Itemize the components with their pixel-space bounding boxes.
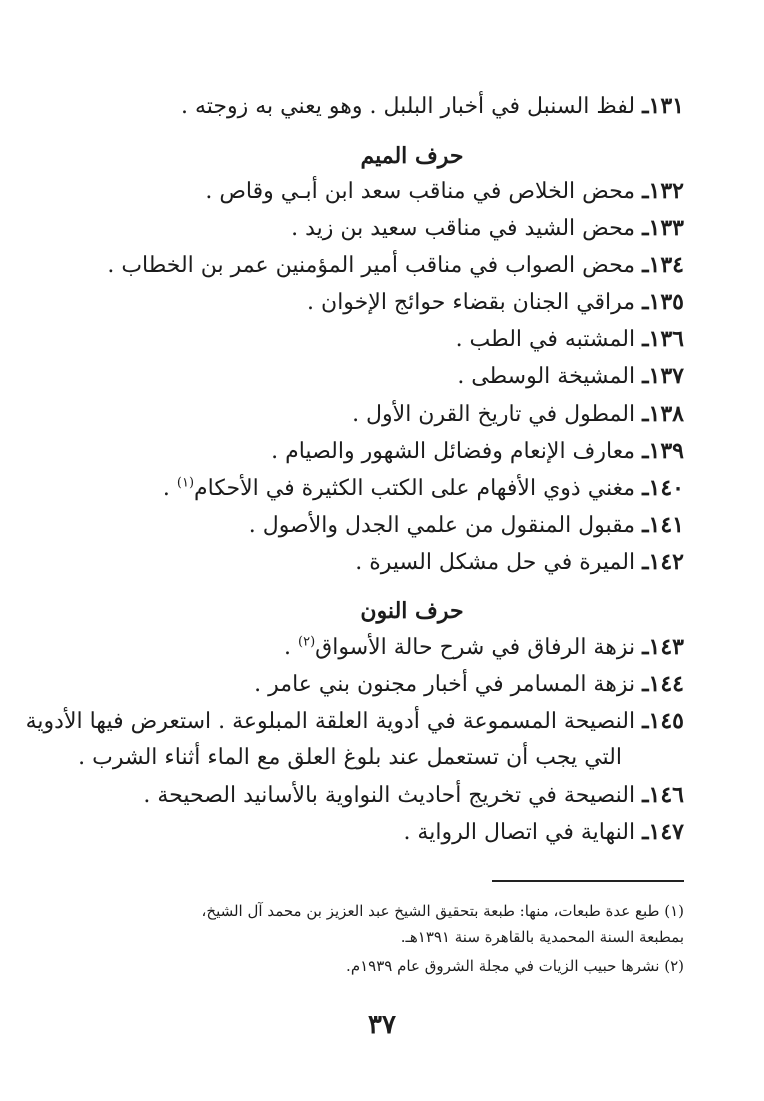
entry-number: ١٣٢ـ: [642, 178, 684, 204]
entry-number: ١٣٤ـ: [642, 252, 684, 278]
entry-144: [30, 670, 684, 699]
entry-145-continuation: التي يجب أن تستعمل عند بلوغ العلق مع الماء أثناء الشرب .: [78, 745, 622, 770]
entry-number: ١٣٥ـ: [642, 289, 684, 315]
entry-title: نزهة الرفاق في شرح حالة الأسواق: [315, 635, 636, 660]
entry-title: النصيحة المسموعة في أدوية العلقة المبلوعة . استعرض فيها الأدوية: [25, 709, 636, 734]
entry-number: ١٤١ـ: [642, 512, 684, 538]
entry-142: [30, 548, 684, 577]
entry-title: النصيحة في تخريج أحاديث النواوية بالأسانيد الصحيحة .: [143, 783, 636, 808]
entry-137: [30, 362, 684, 391]
entry-134: [30, 251, 684, 280]
entry-title: معارف الإنعام وفضائل الشهور والصيام .: [271, 439, 636, 464]
footnote-1-line-2: بمطبعة السنة المحمدية بالقاهرة سنة ١٣٩١هـ.: [400, 928, 684, 946]
entry-146: [30, 781, 684, 810]
entry-140: [30, 474, 684, 503]
entry-title: محض الشيد في مناقب سعيد بن زيد .: [291, 216, 636, 241]
footnote-ref-2[interactable]: (٢): [298, 634, 316, 650]
entry-number: ١٣٨ـ: [642, 401, 684, 427]
entry-136: [30, 325, 684, 354]
entry-139: [30, 437, 684, 466]
footnote-2: (٢) نشرها حبيب الزيات في مجلة الشروق عام ١٩٣٩م.: [346, 957, 684, 975]
entry-title: محض الصواب في مناقب أمير المؤمنين عمر بن الخطاب .: [107, 253, 636, 278]
entry-135: [30, 288, 684, 317]
page-number: ٣٧: [368, 1010, 396, 1040]
entry-number: ١٤٧ـ: [642, 819, 684, 845]
entry-145: [25, 707, 684, 736]
footnote-divider: [492, 880, 684, 882]
footnote-1-line-1: (١) طبع عدة طبعات، منها: طبعة بتحقيق الشيخ عبد العزيز بن محمد آل الشيخ،: [201, 902, 684, 920]
entry-132: [30, 177, 684, 206]
entry-number: ١٣٩ـ: [642, 438, 684, 464]
entry-title: المشتبه في الطب .: [455, 327, 636, 352]
entry-title: مغني ذوي الأفهام على الكتب الكثيرة في الأحكام: [194, 476, 636, 501]
entry-number: ١٤٤ـ: [642, 671, 684, 697]
entry-number: ١٤٥ـ: [642, 708, 684, 734]
entry-133: [30, 214, 684, 243]
entry-title: الميرة في حل مشكل السيرة .: [355, 550, 636, 575]
entry-138: [30, 400, 684, 429]
entry-number: ١٣٧ـ: [642, 363, 684, 389]
entry-tail: .: [284, 635, 299, 660]
entry-title: لفظ السنبل في أخبار البلبل . وهو يعني به زوجته .: [181, 94, 636, 119]
entry-title: المطول في تاريخ القرن الأول .: [352, 402, 636, 427]
entry-number: ١٤٣ـ: [642, 634, 684, 660]
entry-number: ١٤٢ـ: [642, 549, 684, 575]
entry-title: نزهة المسامر في أخبار مجنون بني عامر .: [254, 672, 636, 697]
entry-number: ١٣٣ـ: [642, 215, 684, 241]
entry-tail: .: [162, 476, 177, 501]
entry-number: ١٤٦ـ: [642, 782, 684, 808]
entry-131: [30, 92, 684, 121]
entry-147: [30, 818, 684, 847]
section-heading-noon: حرف النون: [360, 598, 464, 624]
entry-title: محض الخلاص في مناقب سعد ابن أبـي وقاص .: [205, 179, 636, 204]
entry-number: ١٣١ـ: [642, 93, 684, 119]
entry-number: ١٤٠ـ: [642, 475, 684, 501]
section-heading-meem: حرف الميم: [360, 143, 464, 169]
entry-143: [30, 633, 684, 662]
entry-title: مراقي الجنان بقضاء حوائج الإخوان .: [307, 290, 636, 315]
entry-title: النهاية في اتصال الرواية .: [403, 820, 636, 845]
footnote-ref-1[interactable]: (١): [176, 475, 195, 491]
entry-number: ١٣٦ـ: [642, 326, 684, 352]
entry-title: مقبول المنقول من علمي الجدل والأصول .: [248, 513, 636, 538]
entry-141: [30, 511, 684, 540]
entry-title: المشيخة الوسطى .: [457, 364, 636, 389]
